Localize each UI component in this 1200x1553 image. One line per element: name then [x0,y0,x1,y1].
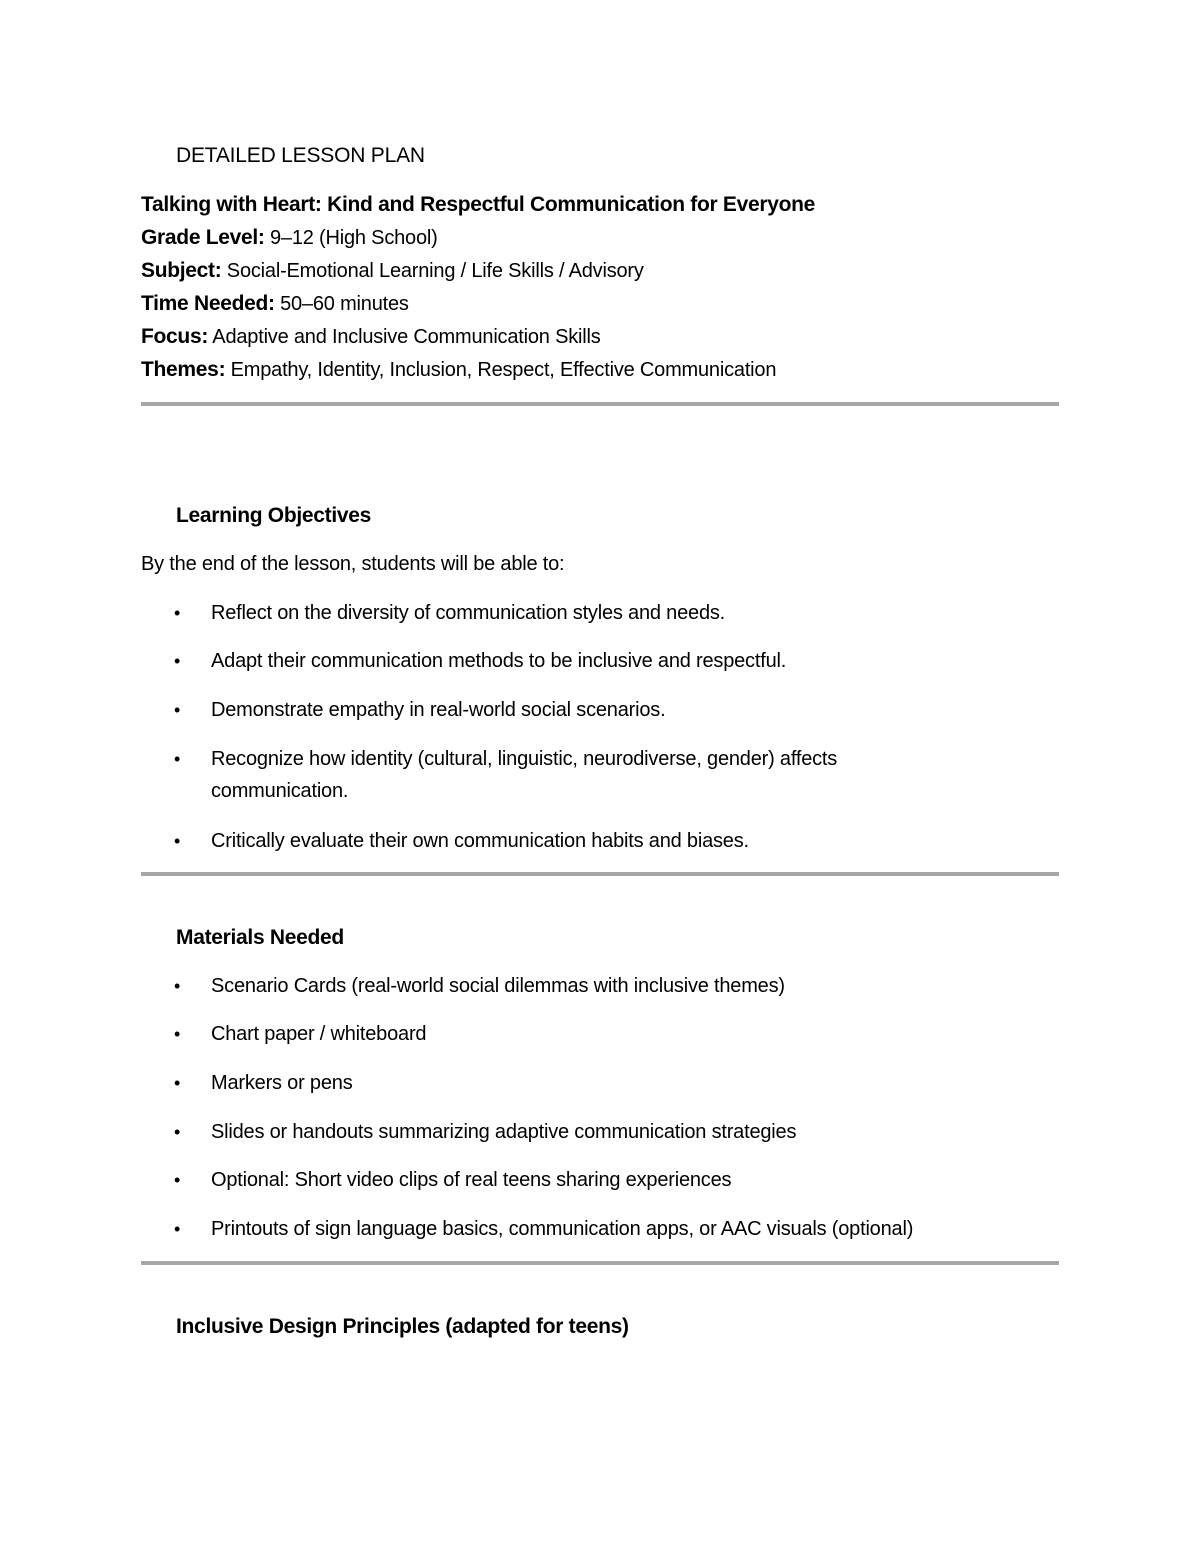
bullet-icon: • [174,831,181,851]
list-item-text: Adapt their communication methods to be inclusive and respectful. [211,650,787,672]
meta-themes [141,358,776,382]
meta-focus [141,325,601,349]
principles-heading: Inclusive Design Principles (adapted for teens) [176,1315,629,1338]
materials-heading: Materials Needed [176,926,344,949]
meta-label: Focus: [141,325,209,348]
list-item-text: Optional: Short video clips of real teens sharing experiences [211,1169,732,1191]
horizontal-rule [141,402,1059,406]
bullet-icon: • [174,603,181,623]
meta-label: Subject: [141,259,222,282]
meta-label: Grade Level: [141,226,265,249]
meta-subject [141,259,644,283]
meta-value: Adaptive and Inclusive Communication Skills [208,326,601,348]
meta-time-needed [141,292,409,316]
bullet-icon: • [174,651,181,671]
bullet-icon: • [174,700,181,720]
meta-value: 50–60 minutes [274,293,409,315]
bullet-icon: • [174,1170,181,1190]
bullet-icon: • [174,1024,181,1044]
horizontal-rule [141,872,1059,876]
document-heading: DETAILED LESSON PLAN [176,144,425,167]
meta-label: Time Needed: [141,292,275,315]
bullet-icon: • [174,1073,181,1093]
list-item-text: Printouts of sign language basics, communication apps, or AAC visuals (optional) [211,1218,914,1240]
list-item-text: Reflect on the diversity of communication styles and needs. [211,602,726,624]
bullet-icon: • [174,1122,181,1142]
meta-value: Empathy, Identity, Inclusion, Respect, Effective Communication [225,359,777,381]
list-item-text: Demonstrate empathy in real-world social scenarios. [211,699,666,721]
list-item-text: Slides or handouts summarizing adaptive communication strategies [211,1121,797,1143]
list-item-text: Recognize how identity (cultural, linguistic, neurodiverse, gender) affects communication. [211,748,838,802]
list-item-text: Scenario Cards (real-world social dilemmas with inclusive themes) [211,975,785,997]
objectives-heading: Learning Objectives [176,504,372,527]
horizontal-rule [141,1261,1059,1265]
objectives-intro: By the end of the lesson, students will be able to: [141,553,565,575]
list-item-text: Critically evaluate their own communication habits and biases. [211,830,749,852]
list-item-text: Chart paper / whiteboard [211,1023,427,1045]
bullet-icon: • [174,976,181,996]
meta-value: 9–12 (High School) [264,227,438,249]
meta-grade-level [141,226,438,250]
meta-value: Social-Emotional Learning / Life Skills / Advisory [221,260,644,282]
bullet-icon: • [174,749,181,769]
meta-label: Themes: [141,358,226,381]
list-item-text: Markers or pens [211,1072,353,1094]
lesson-title: Talking with Heart: Kind and Respectful Communication for Everyone [141,193,816,216]
bullet-icon: • [174,1219,181,1239]
